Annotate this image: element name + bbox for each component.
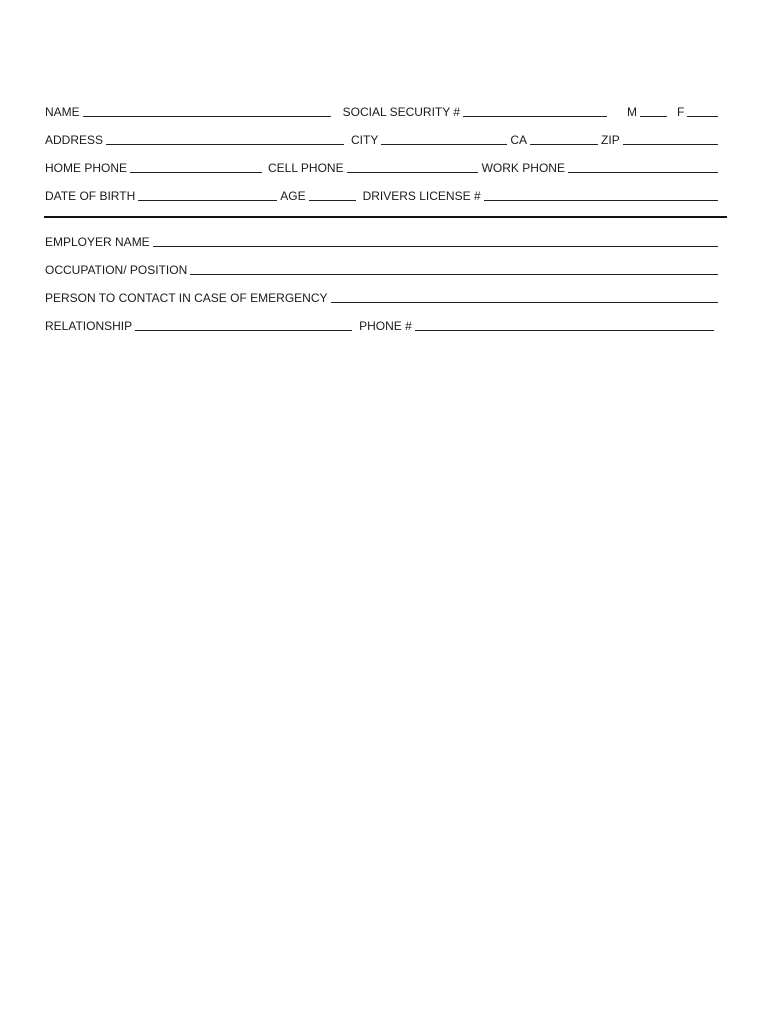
dob-label: DATE OF BIRTH xyxy=(45,189,136,203)
row-name xyxy=(45,101,718,119)
age-label: AGE xyxy=(280,189,306,203)
row-relationship xyxy=(45,315,714,333)
age-field[interactable] xyxy=(309,200,356,201)
female-field[interactable] xyxy=(687,116,718,117)
license-field[interactable] xyxy=(484,200,718,201)
work-phone-field[interactable] xyxy=(568,172,718,173)
home-phone-field[interactable] xyxy=(130,172,262,173)
dob-field[interactable] xyxy=(138,200,277,201)
row-phones xyxy=(45,157,718,175)
row-dob xyxy=(45,185,718,203)
emergency-contact-field[interactable] xyxy=(331,302,719,303)
emergency-phone-label: PHONE # xyxy=(359,319,412,333)
relationship-label: RELATIONSHIP xyxy=(45,319,133,333)
ssn-label: SOCIAL SECURITY # xyxy=(342,105,461,119)
section-divider xyxy=(44,216,727,218)
zip-label: ZIP xyxy=(601,133,620,147)
emergency-phone-field[interactable] xyxy=(415,330,714,331)
row-employer xyxy=(45,231,718,249)
name-field[interactable] xyxy=(83,116,331,117)
name-label: NAME xyxy=(45,105,80,119)
row-occupation xyxy=(45,259,718,277)
address-field[interactable] xyxy=(106,144,344,145)
emergency-contact-label: PERSON TO CONTACT IN CASE OF EMERGENCY xyxy=(45,291,328,305)
state-field[interactable] xyxy=(530,144,598,145)
occupation-field[interactable] xyxy=(190,274,718,275)
city-label: CITY xyxy=(351,133,379,147)
work-phone-label: WORK PHONE xyxy=(481,161,565,175)
employer-label: EMPLOYER NAME xyxy=(45,235,150,249)
state-label: CA xyxy=(510,133,528,147)
zip-field[interactable] xyxy=(623,144,718,145)
license-label: DRIVERS LICENSE # xyxy=(362,189,481,203)
city-field[interactable] xyxy=(381,144,507,145)
relationship-field[interactable] xyxy=(135,330,352,331)
occupation-label: OCCUPATION/ POSITION xyxy=(45,263,188,277)
male-label: M xyxy=(627,105,638,119)
male-field[interactable] xyxy=(640,116,667,117)
cell-phone-label: CELL PHONE xyxy=(268,161,344,175)
ssn-field[interactable] xyxy=(463,116,607,117)
employer-field[interactable] xyxy=(153,246,718,247)
row-address xyxy=(45,129,718,147)
female-label: F xyxy=(677,105,685,119)
cell-phone-field[interactable] xyxy=(347,172,478,173)
row-emergency xyxy=(45,287,718,305)
address-label: ADDRESS xyxy=(45,133,104,147)
home-phone-label: HOME PHONE xyxy=(45,161,128,175)
